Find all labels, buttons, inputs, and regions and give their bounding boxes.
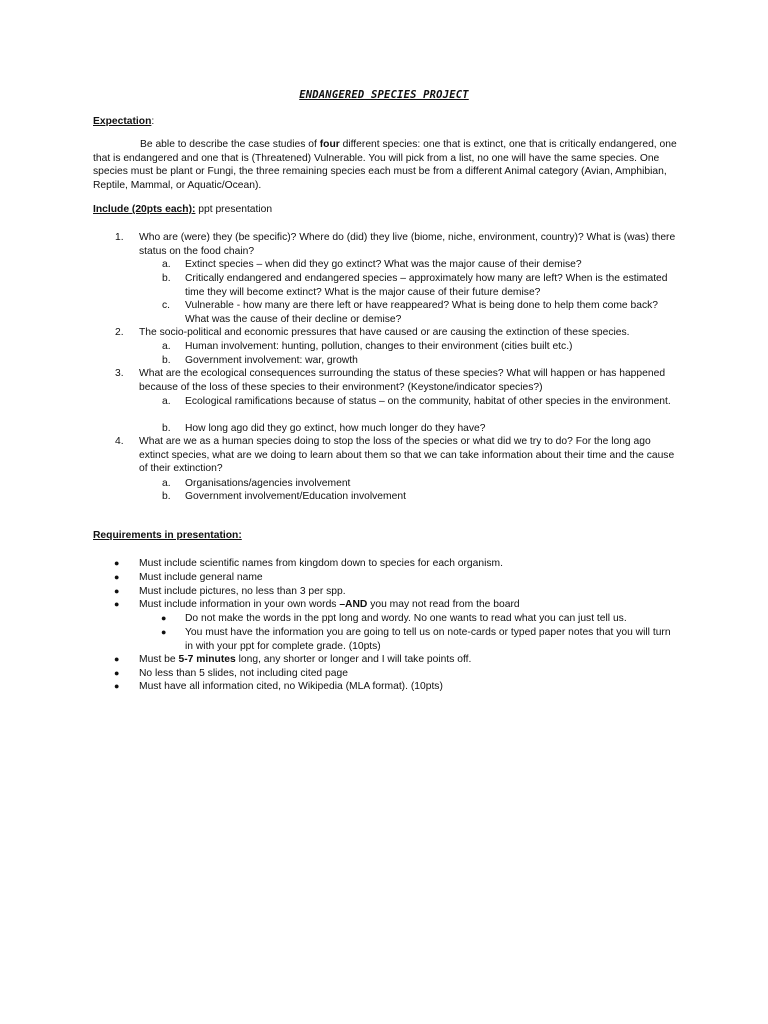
question-1b-text: Critically endangered and endangered species – approximately how many are left? When is the estimated time they will become extinct? What is the major cause of their future demise? <box>185 273 668 298</box>
question-4a-letter: a. <box>162 478 171 489</box>
include-text: ppt presentation <box>195 204 273 215</box>
bullet-icon: ● <box>114 572 120 582</box>
requirement-own-words-bold: –AND <box>339 599 368 610</box>
question-1c-text: Vulnerable - how many are there left or have reappeared? What is being done to help them come back? What was the cause of their decline or demise? <box>185 300 658 325</box>
document-title: ENDANGERED SPECIES PROJECT <box>299 89 469 101</box>
requirement-own-words <box>139 598 679 612</box>
question-4-text: What are we as a human species doing to stop the loss of the species or what did we try to do? For the long ago extinct species, what are we doing to learn about them so that we can take information about their time and the cause of their extinction? <box>139 436 675 475</box>
question-3a-letter: a. <box>162 396 171 407</box>
requirement-slides: No less than 5 slides, not including cited page <box>139 668 348 679</box>
question-4b-text: Government involvement/Education involvement <box>185 491 406 502</box>
question-3-text: What are the ecological consequences surrounding the status of these species? What will happen or has happened because of the loss of these species to their environment? (Keystone/indicator species?) <box>139 368 666 393</box>
bullet-icon: ● <box>114 599 120 609</box>
question-1c-letter: c. <box>162 300 171 311</box>
requirements-heading: Requirements in presentation: <box>93 530 242 541</box>
requirement-duration-text-2: long, any shorter or longer and I will take points off. <box>235 654 472 665</box>
bullet-icon: ● <box>114 586 120 596</box>
requirement-pictures: Must include pictures, no less than 3 per spp. <box>139 586 346 597</box>
question-4b-letter: b. <box>162 491 171 502</box>
requirement-scientific-names: Must include scientific names from kingdom down to species for each organism. <box>139 558 503 569</box>
question-3-number: 3. <box>115 368 124 379</box>
requirement-own-words-text-2: you may not read from the board <box>367 599 520 610</box>
question-1-text: Who are (were) they (be specific)? Where do (did) they live (biome, niche, environment, country)? What is (was) there status on the food chain? <box>139 232 676 257</box>
requirement-duration-text-1: Must be <box>139 654 179 665</box>
question-1a-letter: a. <box>162 259 171 270</box>
requirement-duration-bold: 5-7 minutes <box>178 654 236 665</box>
question-1-number: 1. <box>115 232 124 243</box>
requirement-note-cards: You must have the information you are going to tell us on note-cards or typed paper notes that you will turn in with your ppt for complete grade. (10pts) <box>185 627 671 652</box>
question-3a-text: Ecological ramifications because of status – on the community, habitat of other species in the environment. <box>185 396 671 407</box>
question-3b-text: How long ago did they go extinct, how much longer do they have? <box>185 423 486 434</box>
expectation-text-1: Be able to describe the case studies of <box>140 139 320 150</box>
bullet-icon: ● <box>161 613 167 623</box>
bullet-icon: ● <box>161 627 167 637</box>
requirement-own-words-text-1: Must include information in your own words <box>139 599 340 610</box>
question-2b-text: Government involvement: war, growth <box>185 355 358 366</box>
question-2-text: The socio-political and economic pressures that have caused or are causing the extinction of these species. <box>139 327 630 338</box>
expectation-heading: Expectation <box>93 116 152 127</box>
bullet-icon: ● <box>114 558 120 568</box>
question-4a-text: Organisations/agencies involvement <box>185 478 351 489</box>
bullet-icon: ● <box>114 681 120 691</box>
bullet-icon: ● <box>114 668 120 678</box>
include-heading: Include (20pts each): <box>93 204 196 215</box>
question-2b-letter: b. <box>162 355 171 366</box>
requirement-citations: Must have all information cited, no Wikipedia (MLA format). (10pts) <box>139 681 443 692</box>
expectation-bold-four: four <box>319 139 340 150</box>
expectation-colon: : <box>151 116 155 127</box>
requirements-heading-line <box>93 529 678 543</box>
question-2a-letter: a. <box>162 341 171 352</box>
requirement-not-wordy: Do not make the words in the ppt long and wordy. No one wants to read what you can just tell us. <box>185 613 627 624</box>
requirement-general-name: Must include general name <box>139 572 263 583</box>
expectation-text-2: different species: one that is extinct, one that is critically endangered, one that is endangered and one that is (Threatened) Vulnerable. You will pick from a list, no one will have the same species. One species must be plant or Fungi, the three remaining species each must be from a different Animal category (Avian, Amphibian, Reptile, Mammal, or Aquatic/Ocean). <box>93 139 677 191</box>
expectation-heading-line <box>93 115 678 129</box>
question-4-number: 4. <box>115 436 124 447</box>
expectation-paragraph <box>93 138 678 192</box>
question-1a-text: Extinct species – when did they go extinct? What was the major cause of their demise? <box>185 259 582 270</box>
bullet-icon: ● <box>114 654 120 664</box>
question-2a-text: Human involvement: hunting, pollution, changes to their environment (cities built etc.) <box>185 341 573 352</box>
question-2-number: 2. <box>115 327 124 338</box>
question-3b-letter: b. <box>162 423 171 434</box>
include-line <box>93 203 678 217</box>
requirement-duration <box>139 653 679 667</box>
question-1b-letter: b. <box>162 273 171 284</box>
